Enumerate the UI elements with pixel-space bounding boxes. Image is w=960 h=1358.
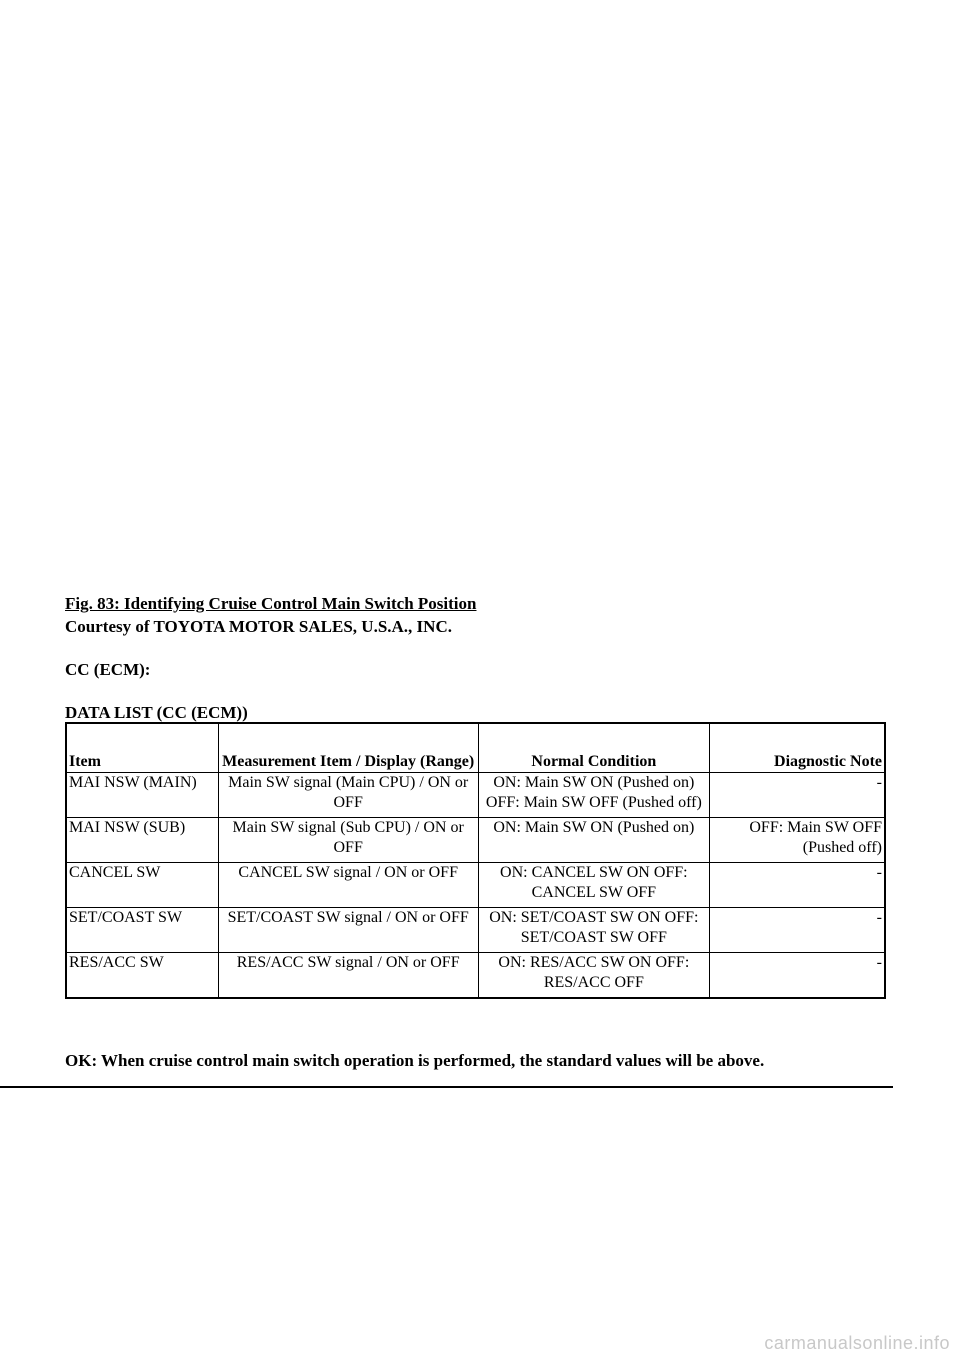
- cell-diagnostic-note: -: [710, 953, 885, 999]
- cell-normal-condition: ON: RES/ACC SW ON OFF: RES/ACC OFF: [478, 953, 710, 999]
- cell-diagnostic-note: -: [710, 773, 885, 818]
- table-row: [66, 773, 885, 818]
- cell-measurement: CANCEL SW signal / ON or OFF: [218, 863, 478, 908]
- cell-normal-condition: ON: SET/COAST SW ON OFF: SET/COAST SW OFF: [478, 908, 710, 953]
- ok-note: OK: When cruise control main switch operation is performed, the standard values will be above.: [65, 1051, 765, 1070]
- data-list-table: [65, 722, 886, 999]
- courtesy-line: Courtesy of TOYOTA MOTOR SALES, U.S.A., INC.: [65, 617, 452, 636]
- cell-item: MAI NSW (MAIN): [66, 773, 218, 818]
- cell-normal-condition: ON: Main SW ON (Pushed on) OFF: Main SW OFF (Pushed off): [478, 773, 710, 818]
- figure-caption: Fig. 83: Identifying Cruise Control Main Switch Position: [65, 594, 477, 613]
- cell-diagnostic-note: OFF: Main SW OFF (Pushed off): [710, 818, 885, 863]
- cell-item: MAI NSW (SUB): [66, 818, 218, 863]
- cell-item: SET/COAST SW: [66, 908, 218, 953]
- cell-measurement: SET/COAST SW signal / ON or OFF: [218, 908, 478, 953]
- cell-diagnostic-note: -: [710, 863, 885, 908]
- cell-item: RES/ACC SW: [66, 953, 218, 999]
- table-row: [66, 953, 885, 999]
- cell-measurement: RES/ACC SW signal / ON or OFF: [218, 953, 478, 999]
- header-normal-condition: Normal Condition: [478, 723, 710, 773]
- header-diagnostic-note: Diagnostic Note: [710, 723, 885, 773]
- cell-item: CANCEL SW: [66, 863, 218, 908]
- cell-normal-condition: ON: Main SW ON (Pushed on): [478, 818, 710, 863]
- header-item: Item: [66, 723, 218, 773]
- table-header-row: [66, 723, 885, 773]
- watermark: carmanualsonline.info: [764, 1333, 950, 1353]
- cell-normal-condition: ON: CANCEL SW ON OFF: CANCEL SW OFF: [478, 863, 710, 908]
- cell-measurement: Main SW signal (Main CPU) / ON or OFF: [218, 773, 478, 818]
- cell-measurement: Main SW signal (Sub CPU) / ON or OFF: [218, 818, 478, 863]
- horizontal-rule: [0, 1086, 893, 1088]
- section-title: CC (ECM):: [65, 660, 151, 679]
- cell-diagnostic-note: -: [710, 908, 885, 953]
- header-measurement: Measurement Item / Display (Range): [218, 723, 478, 773]
- table-row: [66, 863, 885, 908]
- table-row: [66, 908, 885, 953]
- table-row: [66, 818, 885, 863]
- table-title: DATA LIST (CC (ECM)): [65, 703, 248, 722]
